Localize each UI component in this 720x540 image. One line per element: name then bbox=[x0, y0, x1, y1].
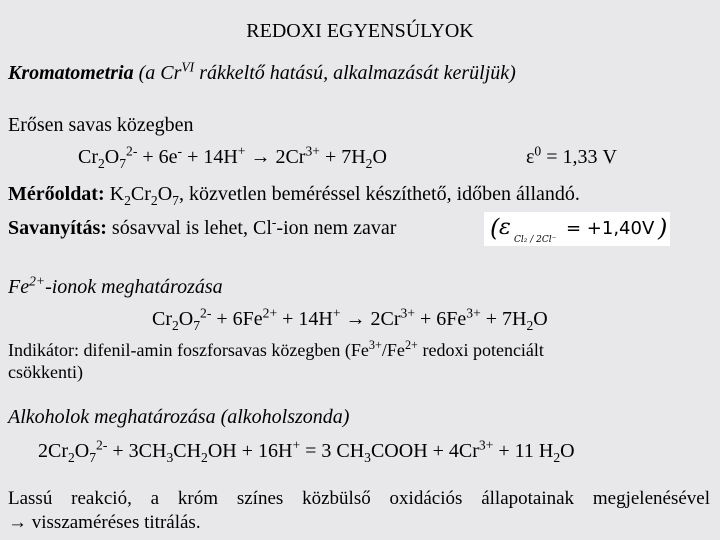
standard-potential: $\varepsilon^0 = 1,33$ V bbox=[526, 143, 617, 168]
formula-value: = +1,40V bbox=[566, 218, 655, 239]
kroma-text: (a Cr bbox=[133, 62, 182, 84]
slow-reaction-text: Lassú reakció, a króm színes közbülső oxidációs állapotainak megjelenésével bbox=[8, 488, 710, 509]
indicator-text-cont: csökkenti) bbox=[8, 362, 83, 382]
kroma-sup: VI bbox=[181, 59, 195, 75]
kroma-text-post: rákkeltő hatású, alkalmazását kerüljük) bbox=[194, 62, 516, 84]
alcohol-heading: Alkoholok meghatározása (alkoholszonda) bbox=[8, 406, 350, 428]
kromatometria-heading bbox=[8, 59, 516, 85]
meroldat-line: Mérőoldat: $K_2Cr_2O_7$, közvetlen beméréssel készíthető, időben állandó. bbox=[8, 183, 580, 208]
indicator-text: Indikátor: difenil-amin foszforsavas közegben ($Fe^{3+}/Fe^{2+}$ redoxi potenciált bbox=[8, 338, 544, 360]
formula-graphic bbox=[484, 210, 674, 248]
fe-heading: $Fe^{2+}$-ionok meghatározása bbox=[8, 273, 223, 298]
back-titration-text: → visszaméréses titrálás. bbox=[8, 512, 201, 533]
alcohol-equation: $2Cr_2O_7^{2-} + 3CH_3CH_2OH + 16H^+ = 3$ $CH_3COOH + 4Cr^{3+} + 11$ $H_2O$ bbox=[38, 437, 575, 465]
kromatometria-lead: Kromatometria bbox=[8, 62, 134, 84]
formula-paren: ( bbox=[490, 214, 500, 242]
meroldat-label: Mérőoldat: bbox=[8, 183, 105, 205]
arrow-icon: → bbox=[8, 512, 27, 533]
formula-subscript: Cl₂ / 2Cl⁻ bbox=[514, 235, 557, 245]
fe-equation: $Cr_2O_7^{2-} + 6Fe^{2+} + 14H^+ \to 2Cr^{3+} + 6Fe^{3+} + 7H_2O$ bbox=[152, 305, 548, 333]
dichromate-equation: $Cr_2O_7^{2-} + 6e^- + 14H^+ \to 2Cr^{3+} + 7H_2O$ bbox=[78, 143, 387, 171]
acid-medium-text: Erősen savas közegben bbox=[8, 114, 194, 136]
formula-paren-close: ) bbox=[658, 214, 668, 242]
page-title: REDOXI EGYENSÚLYOK bbox=[246, 20, 474, 42]
savanyitas-label: Savanyítás: bbox=[8, 217, 107, 239]
savanyitas-line: Savanyítás: sósavval is lehet, Cl--ion nem zavar bbox=[8, 214, 397, 239]
formula-eps: ε bbox=[499, 215, 511, 240]
chlorine-potential-formula bbox=[484, 210, 674, 248]
